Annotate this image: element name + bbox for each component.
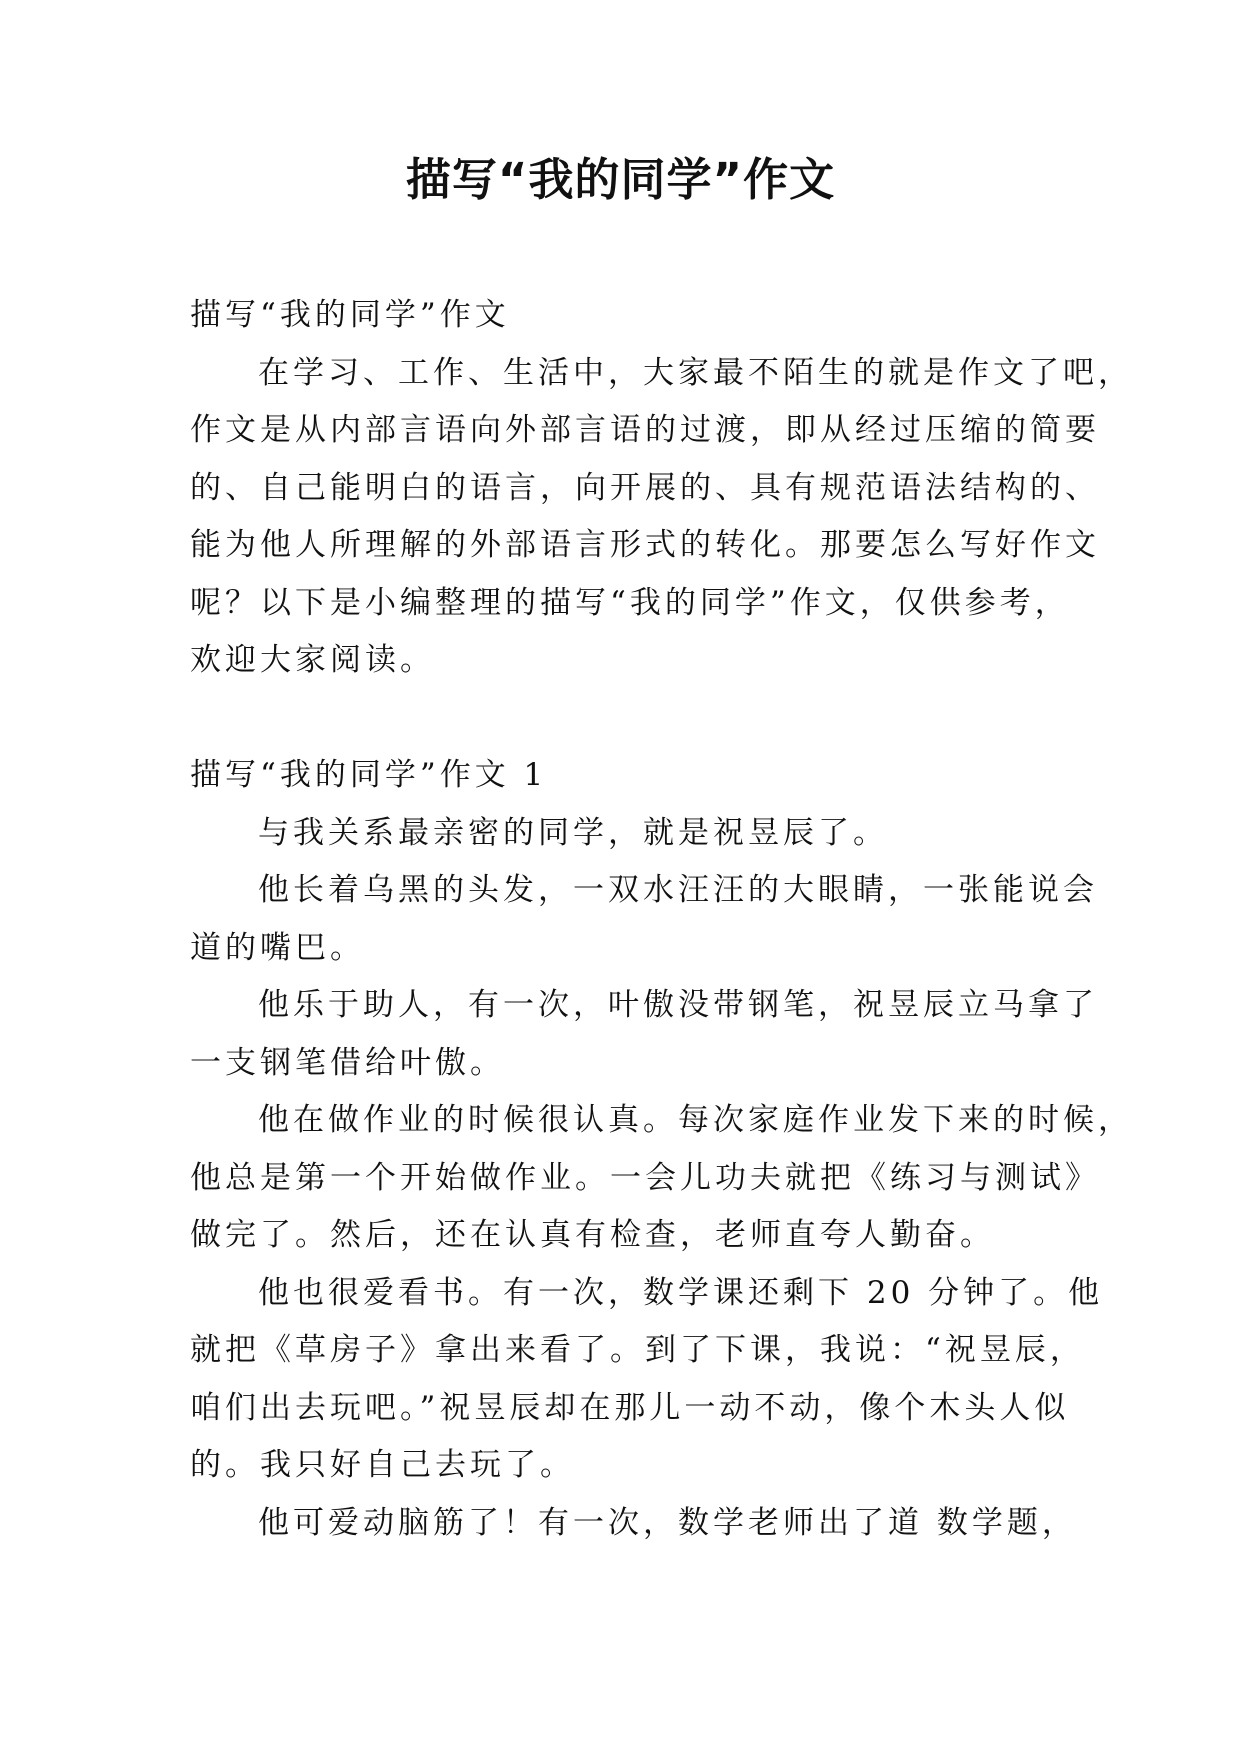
text-line: 他在做作业的时候很认真。每次家庭作业发下来的时候， bbox=[258, 1102, 1133, 1138]
text-line: 描写“我的同学”作文 1 bbox=[190, 757, 548, 793]
text-line: 他可爱动脑筋了！有一次，数学老师出了道 数学题， bbox=[258, 1504, 1077, 1541]
text-line: 能为他人所理解的外部语言形式的转化。那要怎么写好作文 bbox=[190, 527, 1100, 563]
text-line: 的、自己能明白的语言，向开展的、具有规范语法结构的、 bbox=[190, 469, 1100, 506]
text-line: 作文是从内部言语向外部言语的过渡，即从经过压缩的简要 bbox=[190, 412, 1100, 448]
text-line: 做完了。然后，还在认真有检查，老师直夸人勤奋。 bbox=[190, 1217, 995, 1253]
text-line: 他也很爱看书。有一次，数学课还剩下 20 分钟了。他 bbox=[258, 1274, 1104, 1311]
text-line: 呢？以下是小编整理的描写“我的同学”作文，仅供参考， bbox=[190, 584, 1070, 621]
text-line: 道的嘴巴。 bbox=[190, 929, 365, 966]
text-line: 一支钢笔借给叶傲。 bbox=[190, 1044, 505, 1081]
text-line: 就把《草房子》拿出来看了。到了下课，我说：“祝昱辰， bbox=[190, 1332, 1085, 1368]
text-line: 咱们出去玩吧。”祝昱辰却在那儿一动不动，像个木头人似 bbox=[190, 1389, 1070, 1426]
text-line: 在学习、工作、生活中，大家最不陌生的就是作文了吧， bbox=[258, 354, 1133, 391]
text-line: 他长着乌黑的头发，一双水汪汪的大眼睛，一张能说会 bbox=[258, 872, 1098, 908]
document-title: 描写“我的同学”作文 bbox=[405, 153, 836, 206]
text-line: 的。我只好自己去玩了。 bbox=[190, 1447, 575, 1483]
text-line: 他乐于助人，有一次，叶傲没带钢笔，祝昱辰立马拿了 bbox=[258, 987, 1098, 1023]
blank-line bbox=[190, 690, 1060, 748]
text-line: 欢迎大家阅读。 bbox=[190, 642, 435, 678]
document-body bbox=[190, 287, 1133, 1552]
text-line: 他总是第一个开始做作业。一会儿功夫就把《练习与测试》 bbox=[190, 1159, 1100, 1196]
text-line: 描写“我的同学”作文 bbox=[190, 297, 510, 333]
text-line: 与我关系最亲密的同学，就是祝昱辰了。 bbox=[258, 814, 888, 851]
